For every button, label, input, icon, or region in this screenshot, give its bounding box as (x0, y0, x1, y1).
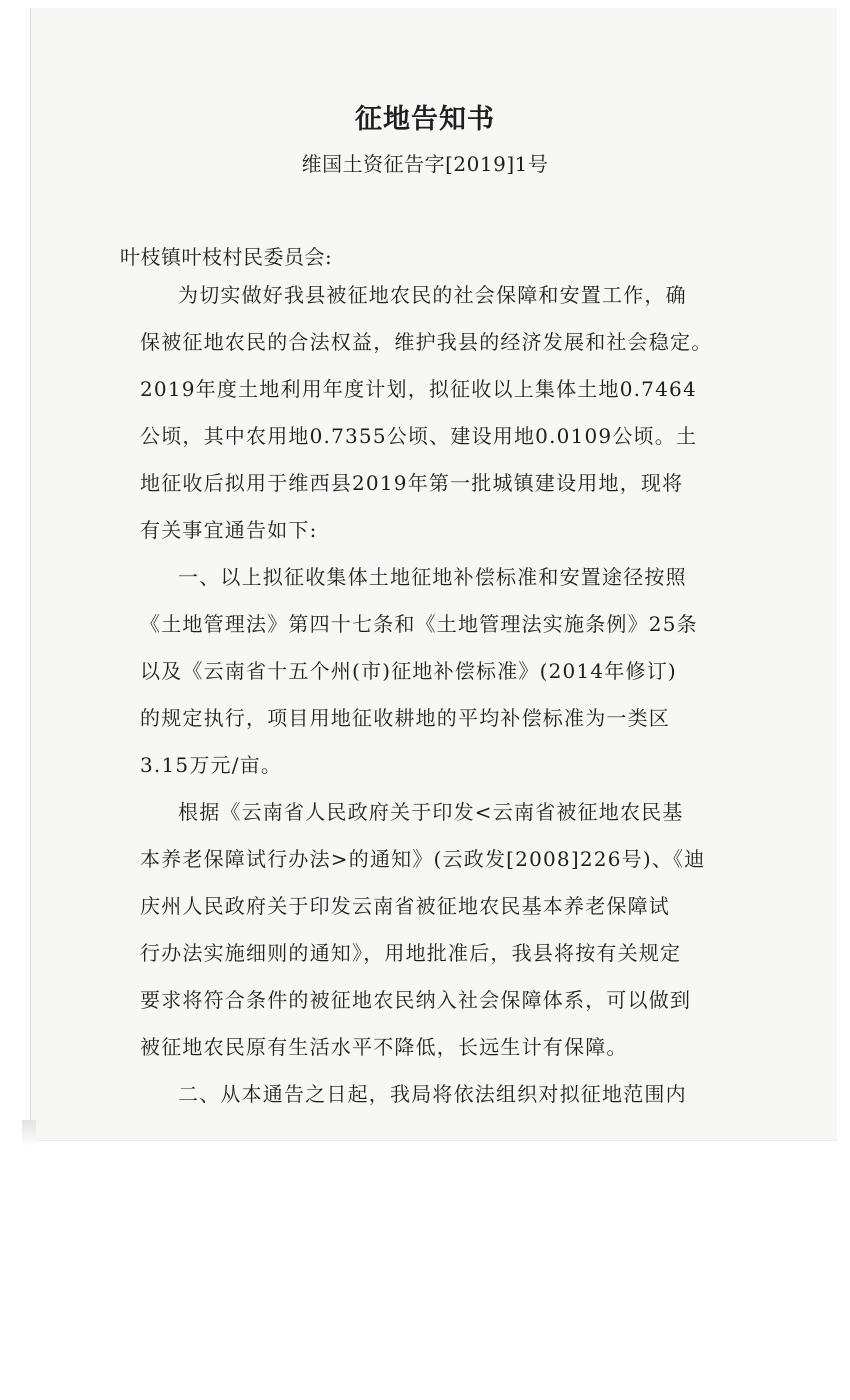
document-number: 维国土资征告字[2019]1号 (301, 152, 549, 176)
body-line: 为切实做好我县被征地农民的社会保障和安置工作，确 (178, 283, 687, 307)
body-line: 被征地农民原有生活水平不降低，长远生计有保障。 (140, 1035, 628, 1059)
body-line: 行办法实施细则的通知》，用地批准后，我县将按有关规定 (140, 941, 682, 965)
body-line: 根据《云南省人民政府关于印发<云南省被征地农民基 (178, 800, 684, 824)
document-title: 征地告知书 (355, 104, 495, 135)
body-line: 2019年度土地利用年度计划，拟征收以上集体土地0.7464 (140, 377, 697, 401)
body-line: 要求将符合条件的被征地农民纳入社会保障体系，可以做到 (140, 988, 692, 1012)
body-line: 一、以上拟征收集体土地征地补偿标准和安置途径按照 (178, 565, 687, 589)
body-line: 以及《云南省十五个州(市)征地补偿标准》(2014年修订) (140, 659, 677, 683)
body-line: 公顷，其中农用地0.7355公顷、建设用地0.0109公顷。土 (140, 424, 698, 448)
body-line: 庆州人民政府关于印发云南省被征地农民基本养老保障试 (140, 894, 670, 918)
body-line: 的规定执行，项目用地征收耕地的平均补偿标准为一类区 (140, 706, 670, 730)
body-line: 有关事宜通告如下: (140, 518, 318, 542)
body-line: 地征收后拟用于维西县2019年第一批城镇建设用地，现将 (140, 471, 684, 495)
body-line: 本养老保障试行办法>的通知》(云政发[2008]226号)、《迪 (140, 847, 706, 871)
addressee: 叶枝镇叶枝村民委员会: (120, 245, 333, 269)
body-line: 《土地管理法》第四十七条和《土地管理法实施条例》25条 (140, 612, 698, 636)
scan-edge-shadow (22, 1120, 36, 1148)
body-line: 3.15万元/亩。 (140, 753, 283, 777)
body-line: 保被征地农民的合法权益，维护我县的经济发展和社会稳定。 (140, 330, 713, 354)
body-line: 二、从本通告之日起，我局将依法组织对拟征地范围内 (178, 1082, 687, 1106)
